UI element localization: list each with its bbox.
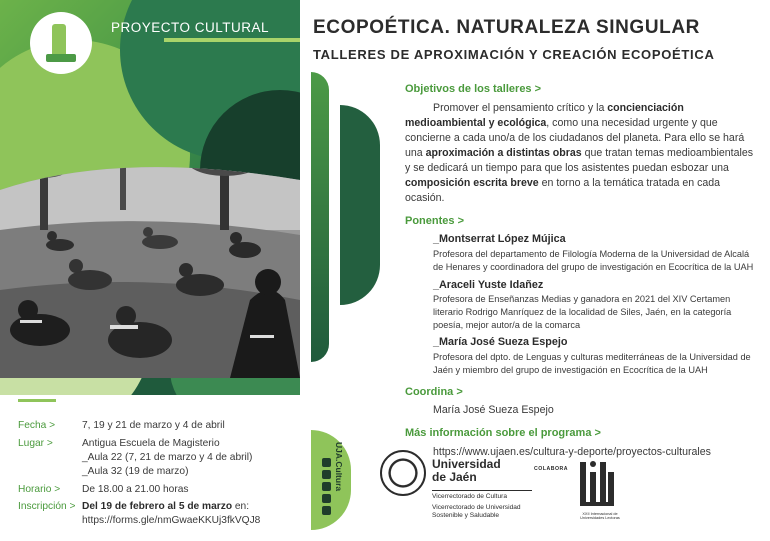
partner-name: XXII Internacional de Universidades Lectoras: [580, 512, 620, 521]
speaker-item: [433, 278, 757, 332]
place-value: [82, 437, 252, 479]
collaborates-label: COLABORA: [534, 466, 568, 472]
park-illustration: [0, 150, 300, 378]
decorative-half-circle: [340, 105, 380, 305]
program-link[interactable]: https://www.ujaen.es/cultura-y-deporte/proyectos-culturales: [433, 445, 711, 458]
program-label: PROYECTO CULTURAL: [111, 20, 270, 35]
time-value: De 18.00 a 21.00 horas: [82, 483, 189, 495]
text-run: Promover el pensamiento crítico y la: [433, 101, 608, 114]
partner-logo-icon: [578, 458, 616, 510]
date-value: 7, 19 y 21 de marzo y 4 de abril: [82, 420, 225, 431]
partner-logo: [572, 458, 628, 524]
speaker-item: [433, 232, 757, 273]
speaker-name: _Araceli Yuste Idañez: [433, 278, 544, 291]
instagram-icon[interactable]: [322, 458, 331, 467]
objectives-heading[interactable]: Objetivos de los talleres >: [405, 83, 542, 95]
speaker-description: Profesora de Enseñanzas Medias y ganadora en 2021 del XIV Certamen literario Rodrigo Manríquez de la localidad de Siles, Jaén, en la categoría poesía, mejor autor/a de la comarca: [433, 293, 732, 330]
text-run-bold: composición escrita breve: [405, 176, 539, 189]
university-seal-icon: [380, 450, 426, 496]
university-name-line: de Jaén: [432, 469, 477, 484]
speaker-name: _Montserrat López Mújica: [433, 233, 566, 246]
university-name-line: Universidad: [432, 457, 501, 471]
speaker-description: Profesora del dpto. de Lenguas y culturas mediterráneas de la Universidad de Jaén y miembro del grupo de investigación en Ecocrítica de la UAH: [433, 351, 751, 375]
header-accent-bar: [164, 38, 300, 42]
university-name: [432, 458, 501, 483]
social-handle: UJA.Cultura: [334, 442, 344, 492]
speaker-item: [433, 335, 757, 376]
project-logo: [30, 12, 92, 74]
more-info-heading[interactable]: Más información sobre el programa >: [405, 427, 601, 440]
time-label: Horario >: [18, 483, 61, 495]
text-run: que tratan temas medioambientales y se dedicará un tiempo para que los asistentes puedan esbozar una: [405, 146, 754, 174]
place-row: [18, 437, 298, 479]
social-strip: [320, 438, 344, 518]
coordination-heading[interactable]: Coordina >: [405, 385, 463, 398]
decorative-strip: [311, 72, 329, 362]
place-line: _Aula 32 (19 de marzo): [82, 465, 189, 477]
vicerrectorado-university: Vicerrectorado de Universidad Sostenible y Saludable: [432, 504, 521, 519]
date-row: [18, 419, 298, 433]
text-run-bold: aproximación a distintas obras: [425, 146, 582, 159]
main-content: [405, 82, 757, 460]
video-icon[interactable]: [322, 506, 331, 515]
x-icon[interactable]: [322, 494, 331, 503]
people-in-park-image: [0, 150, 300, 378]
place-line: _Aula 22 (7, 21 de marzo y 4 de abril): [82, 451, 253, 463]
place-label: Lugar >: [18, 437, 53, 449]
signup-suffix: en:: [232, 501, 250, 513]
speaker-description: Profesora del departamento de Filología Moderna de la Universidad de Alcalá de Henares y coordinadora del grupo de investigación en Ecocrítica de la UAH: [433, 248, 754, 272]
event-info: [18, 419, 298, 532]
social-icons: [322, 458, 332, 515]
signup-period: Del 19 de febrero al 5 de marzo: [82, 501, 233, 513]
page-subtitle: TALLERES DE APROXIMACIÓN Y CREACIÓN ECOPOÉTICA: [313, 47, 715, 62]
signup-link[interactable]: https://forms.gle/nmGwaeKKUj3fkVQJ8: [82, 515, 261, 527]
signup-label: Inscripción >: [18, 501, 76, 513]
hero-panel: [0, 0, 300, 395]
time-row: [18, 483, 298, 497]
speakers-heading[interactable]: Ponentes >: [405, 214, 464, 227]
objectives-text: [405, 101, 757, 206]
signup-value: [82, 500, 260, 528]
text-run: en torno a la temática tratada en cada ocasión.: [405, 176, 721, 204]
signup-row: [18, 500, 298, 528]
text-run-bold: concienciación medioambiental y ecológica: [405, 101, 684, 129]
facebook-icon[interactable]: [322, 470, 331, 479]
logo-mark-base: [46, 54, 76, 62]
place-line: Antigua Escuela de Magisterio: [82, 437, 220, 449]
speaker-name: _María José Sueza Espejo: [433, 336, 568, 349]
info-accent-bar: [18, 399, 56, 402]
date-label: Fecha >: [18, 420, 56, 431]
page-title: ECOPOÉTICA. NATURALEZA SINGULAR: [313, 17, 700, 38]
coordinator-name: María José Sueza Espejo: [433, 404, 554, 417]
youtube-icon[interactable]: [322, 482, 331, 491]
vicerrectorado-culture: Vicerrectorado de Cultura: [432, 490, 532, 500]
signup-dates: [82, 500, 260, 514]
text-run: , como una necesidad urgente y que concierne a cada uno/a de los ciudadanos del planeta. Para ello se hará una: [405, 116, 745, 159]
university-logo: [380, 450, 530, 520]
